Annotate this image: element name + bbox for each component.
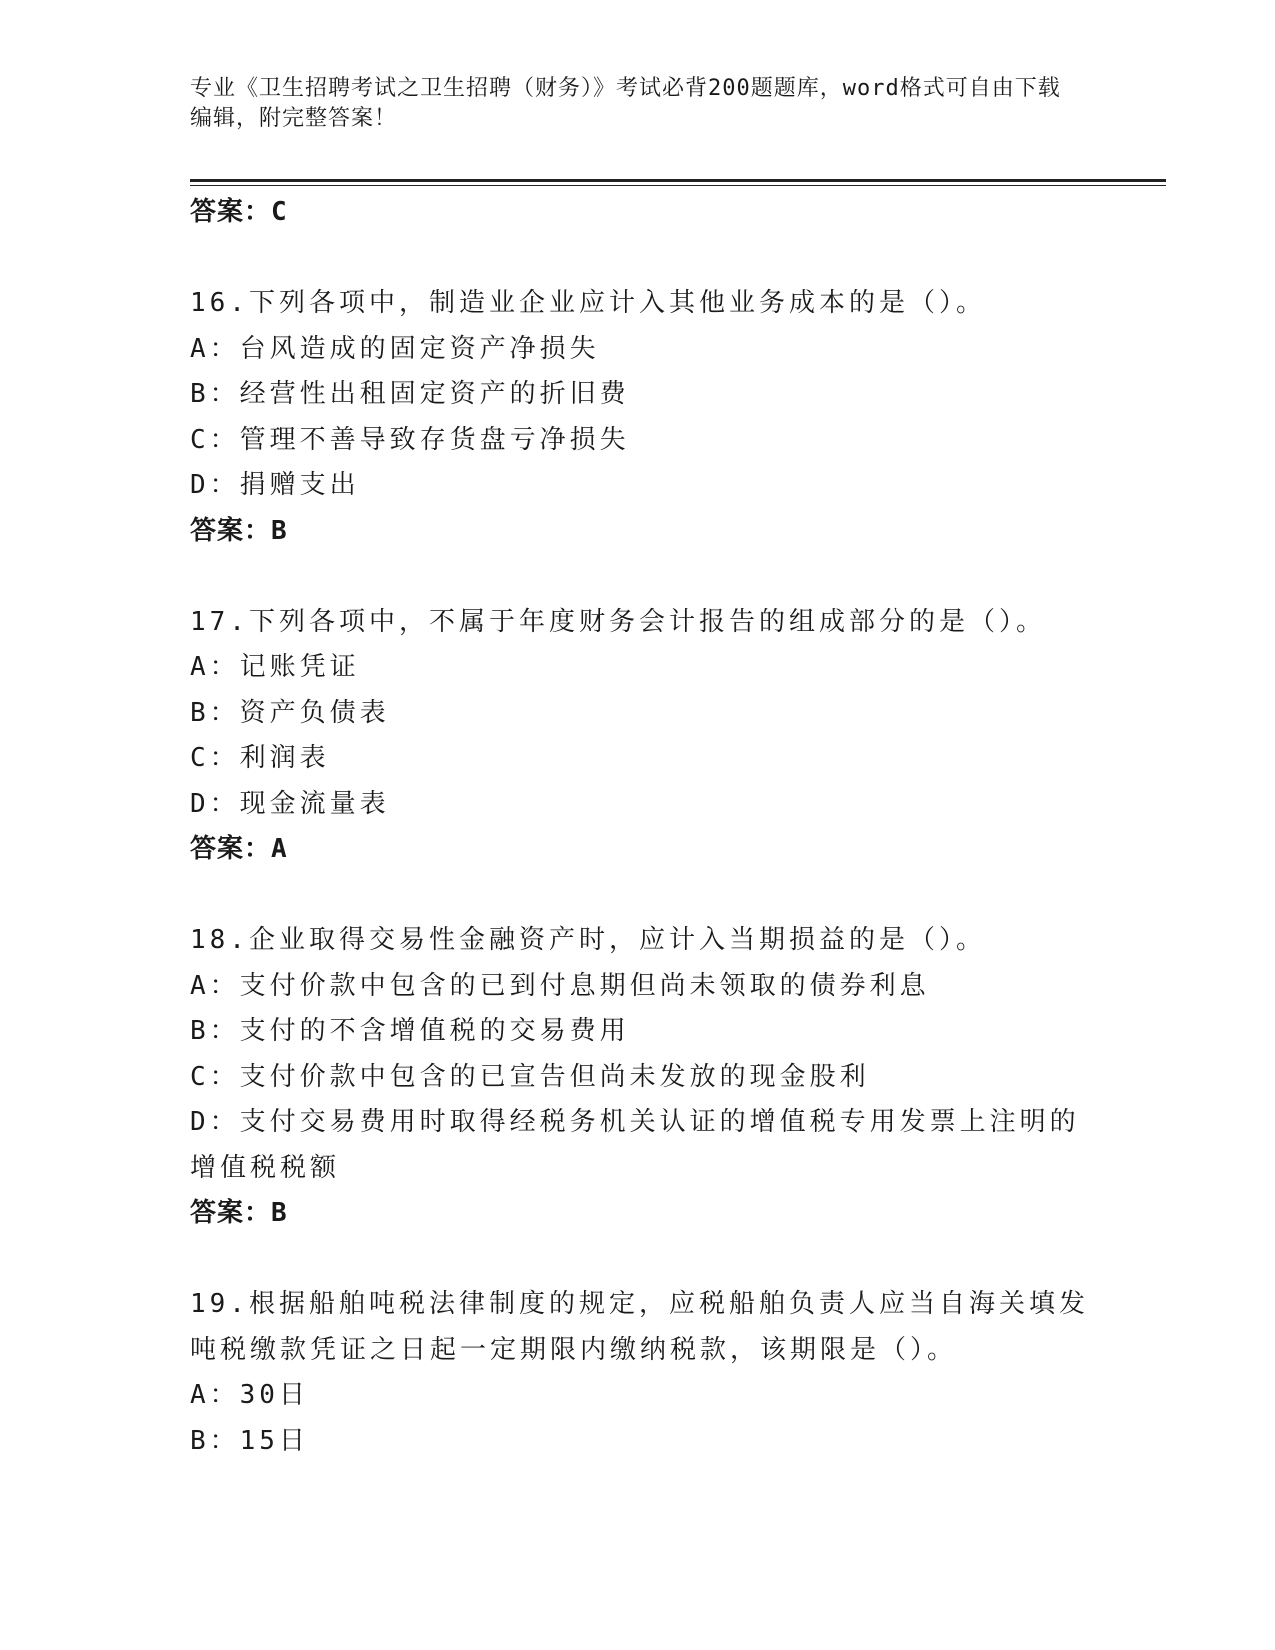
answer-line: 答案：B	[190, 515, 288, 546]
option-c: C：利润表	[190, 743, 330, 773]
option-b: B：资产负债表	[190, 697, 390, 728]
question-19	[190, 1282, 1090, 1464]
question-stem: 17.下列各项中，不属于年度财务会计报告的组成部分的是（）。	[190, 606, 1046, 637]
option-c: C：支付价款中包含的已宣告但尚未发放的现金股利	[190, 1061, 870, 1092]
question-17	[190, 600, 1090, 873]
option-d: D：现金流量表	[190, 788, 390, 819]
question-18	[190, 918, 1090, 1236]
question-stem: 18.企业取得交易性金融资产时，应计入当期损益的是（）。	[190, 925, 986, 955]
option-c: C：管理不善导致存货盘亏净损失	[190, 424, 630, 455]
header-rule-thin	[190, 185, 1166, 186]
document-header: 专业《卫生招聘考试之卫生招聘（财务）》考试必背200题题库，word格式可自由下载编辑，附完整答案！	[190, 76, 1061, 131]
question-stem: 16.下列各项中，制造业企业应计入其他业务成本的是（）。	[190, 288, 986, 318]
header-rule-thick	[190, 179, 1166, 182]
option-a: A：30日	[190, 1380, 309, 1410]
option-a: A：台风造成的固定资产净损失	[190, 333, 600, 364]
option-b: B：支付的不含增值税的交易费用	[190, 1016, 630, 1046]
answer-line: 答案：C	[190, 197, 288, 227]
option-a: A：记账凭证	[190, 652, 360, 682]
answer-line: 答案：B	[190, 1198, 288, 1228]
option-b: B：15日	[190, 1425, 309, 1456]
option-d: D：捐赠支出	[190, 470, 360, 500]
question-stem: 19.根据船舶吨税法律制度的规定，应税船舶负责人应当自海关填发吨税缴款凭证之日起一定期限内缴纳税款，该期限是（）。	[190, 1289, 1089, 1365]
question-list	[190, 190, 1090, 1464]
option-d: D：支付交易费用时取得经税务机关认证的增值税专用发票上注明的增值税税额	[190, 1107, 1080, 1183]
option-b: B：经营性出租固定资产的折旧费	[190, 379, 630, 409]
option-a: A：支付价款中包含的已到付息期但尚未领取的债券利息	[190, 970, 930, 1001]
question-16	[190, 281, 1090, 554]
answer-line: 答案：A	[190, 834, 288, 864]
